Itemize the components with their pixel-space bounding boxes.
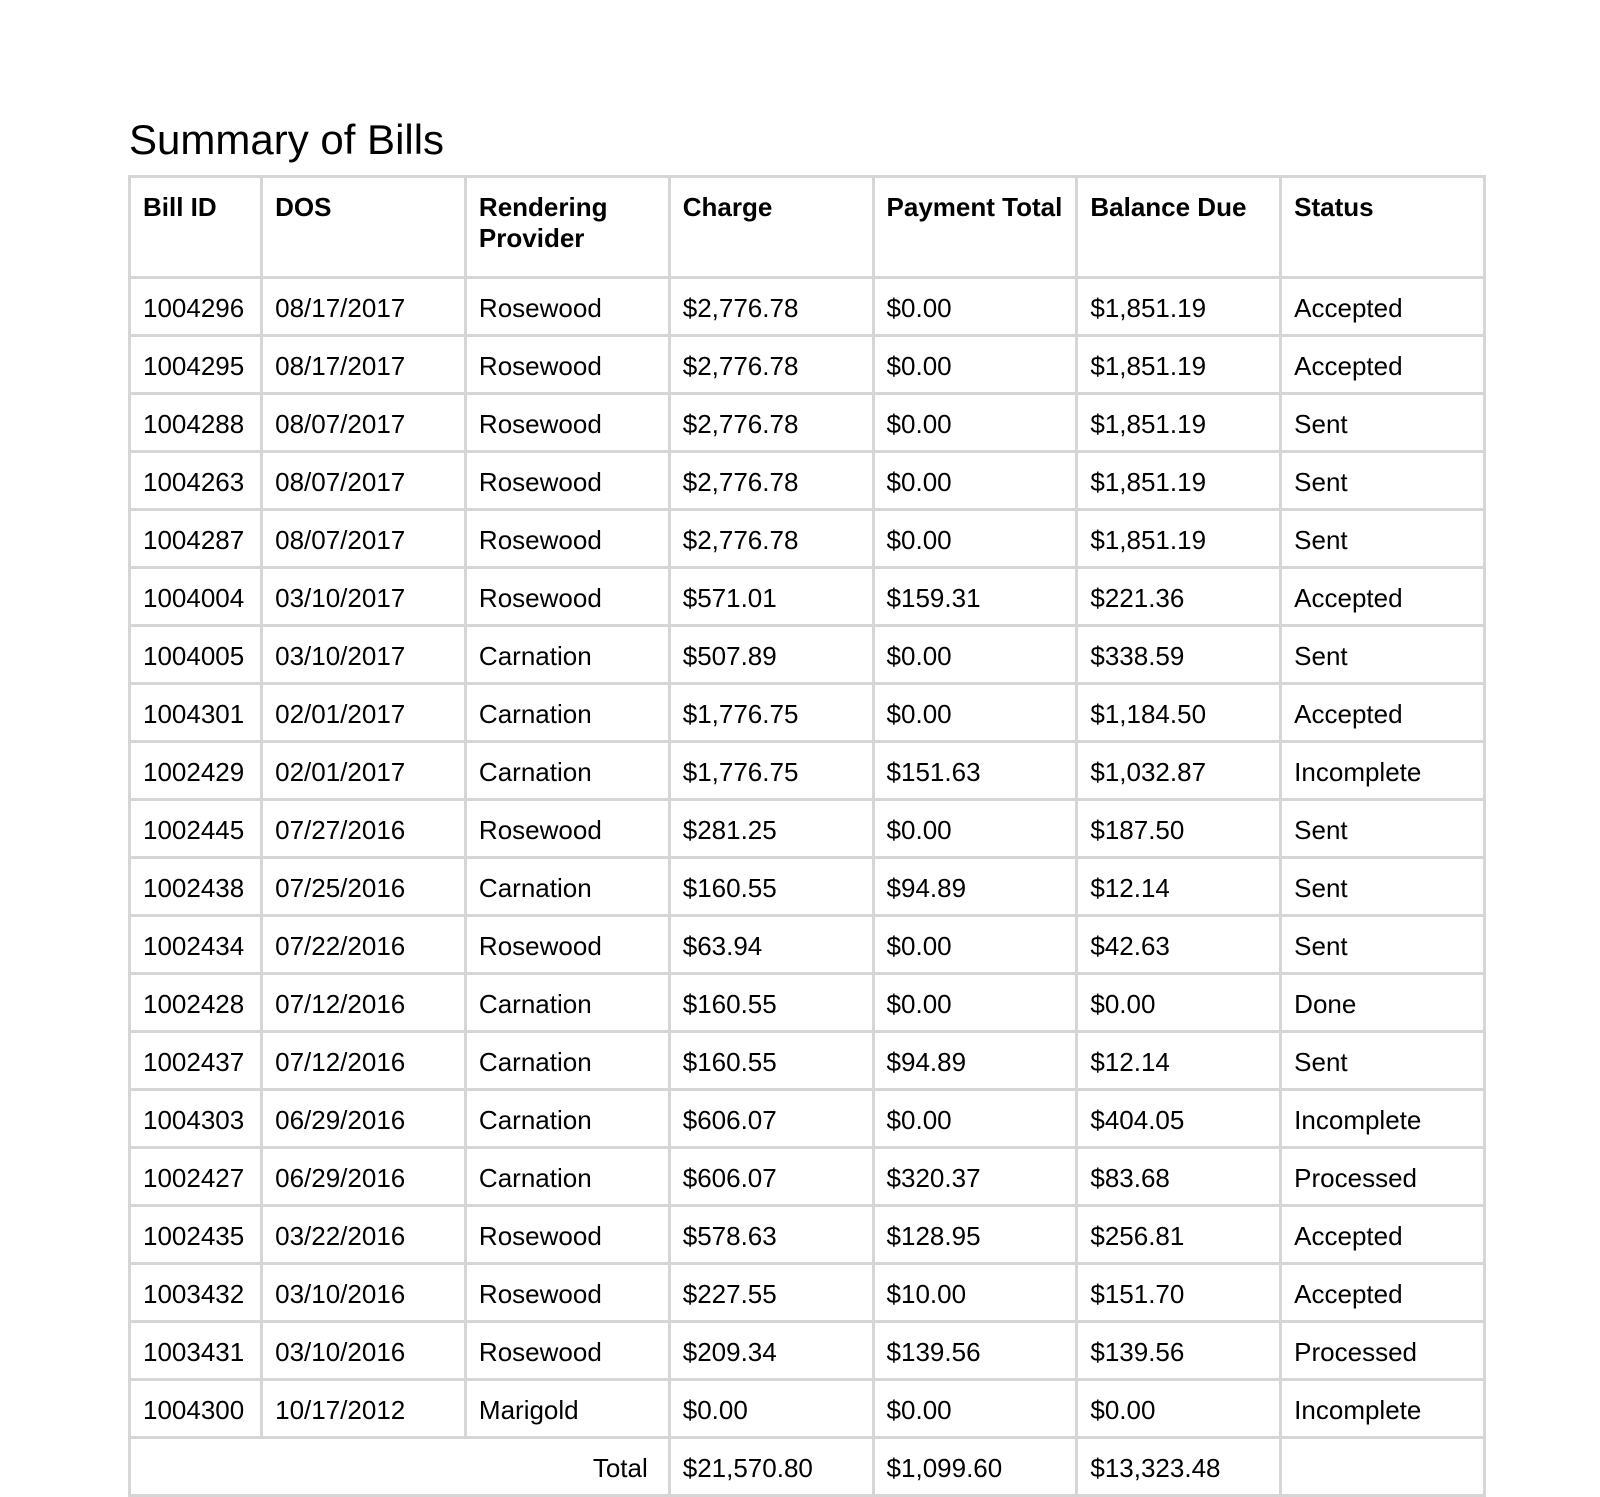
table-row	[130, 1322, 1485, 1380]
balance-due-cell: $12.14	[1077, 1032, 1281, 1090]
rendering-provider-cell: Rosewood	[465, 278, 669, 336]
rendering-provider-cell: Rosewood	[465, 1322, 669, 1380]
table-row	[130, 1090, 1485, 1148]
payment-total-cell: $0.00	[873, 394, 1077, 452]
dos-cell: 08/17/2017	[262, 336, 466, 394]
status-cell: Incomplete	[1281, 1090, 1485, 1148]
payment-total-cell: $0.00	[873, 684, 1077, 742]
balance-due-cell: $12.14	[1077, 858, 1281, 916]
charge-cell: $2,776.78	[669, 452, 873, 510]
rendering-provider-cell: Carnation	[465, 684, 669, 742]
charge-cell: $606.07	[669, 1090, 873, 1148]
column-header-bill-id: Bill ID	[130, 177, 262, 278]
balance-due-cell: $221.36	[1077, 568, 1281, 626]
dos-cell: 03/10/2017	[262, 626, 466, 684]
rendering-provider-cell: Rosewood	[465, 916, 669, 974]
dos-cell: 07/25/2016	[262, 858, 466, 916]
page-title: Summary of Bills	[129, 116, 445, 163]
bill-id-cell: 1002427	[130, 1148, 262, 1206]
payment-total-cell: $0.00	[873, 974, 1077, 1032]
rendering-provider-cell: Carnation	[465, 1148, 669, 1206]
rendering-provider-cell: Rosewood	[465, 568, 669, 626]
balance-due-cell: $42.63	[1077, 916, 1281, 974]
payment-total-cell: $320.37	[873, 1148, 1077, 1206]
rendering-provider-cell: Rosewood	[465, 336, 669, 394]
dos-cell: 08/07/2017	[262, 394, 466, 452]
total-row	[130, 1438, 1485, 1496]
table-row	[130, 278, 1485, 336]
rendering-provider-cell: Rosewood	[465, 510, 669, 568]
bill-id-cell: 1002428	[130, 974, 262, 1032]
status-cell: Sent	[1281, 916, 1485, 974]
bill-id-cell: 1003432	[130, 1264, 262, 1322]
charge-cell: $227.55	[669, 1264, 873, 1322]
balance-due-cell: $1,184.50	[1077, 684, 1281, 742]
total-label: Total	[130, 1438, 670, 1496]
charge-cell: $0.00	[669, 1380, 873, 1438]
status-cell: Incomplete	[1281, 742, 1485, 800]
total-charge: $21,570.80	[669, 1438, 873, 1496]
rendering-provider-cell: Marigold	[465, 1380, 669, 1438]
dos-cell: 02/01/2017	[262, 684, 466, 742]
bill-id-cell: 1004303	[130, 1090, 262, 1148]
status-cell: Sent	[1281, 452, 1485, 510]
status-cell: Processed	[1281, 1148, 1485, 1206]
table-row	[130, 916, 1485, 974]
payment-total-cell: $151.63	[873, 742, 1077, 800]
dos-cell: 08/17/2017	[262, 278, 466, 336]
balance-due-cell: $1,851.19	[1077, 394, 1281, 452]
rendering-provider-cell: Carnation	[465, 858, 669, 916]
balance-due-cell: $151.70	[1077, 1264, 1281, 1322]
status-cell: Sent	[1281, 858, 1485, 916]
header-row	[130, 177, 1485, 278]
bill-id-cell: 1002445	[130, 800, 262, 858]
status-cell: Accepted	[1281, 278, 1485, 336]
charge-cell: $578.63	[669, 1206, 873, 1264]
rendering-provider-cell: Rosewood	[465, 394, 669, 452]
column-header-dos: DOS	[262, 177, 466, 278]
payment-total-cell: $0.00	[873, 1380, 1077, 1438]
bill-id-cell: 1002437	[130, 1032, 262, 1090]
status-cell: Incomplete	[1281, 1380, 1485, 1438]
bill-id-cell: 1004263	[130, 452, 262, 510]
rendering-provider-cell: Carnation	[465, 1090, 669, 1148]
dos-cell: 08/07/2017	[262, 510, 466, 568]
column-header-status: Status	[1281, 177, 1485, 278]
bills-table	[128, 175, 1486, 1497]
bill-id-cell: 1004287	[130, 510, 262, 568]
payment-total-cell: $0.00	[873, 452, 1077, 510]
payment-total-cell: $128.95	[873, 1206, 1077, 1264]
bill-id-cell: 1004004	[130, 568, 262, 626]
column-header-payment-total: Payment Total	[873, 177, 1077, 278]
total-payment: $1,099.60	[873, 1438, 1077, 1496]
rendering-provider-cell: Rosewood	[465, 452, 669, 510]
bill-id-cell: 1004300	[130, 1380, 262, 1438]
dos-cell: 10/17/2012	[262, 1380, 466, 1438]
charge-cell: $209.34	[669, 1322, 873, 1380]
column-header-balance-due: Balance Due	[1077, 177, 1281, 278]
dos-cell: 07/12/2016	[262, 1032, 466, 1090]
balance-due-cell: $0.00	[1077, 1380, 1281, 1438]
table-row	[130, 626, 1485, 684]
status-cell: Accepted	[1281, 568, 1485, 626]
balance-due-cell: $1,851.19	[1077, 278, 1281, 336]
rendering-provider-cell: Rosewood	[465, 800, 669, 858]
table-row	[130, 452, 1485, 510]
status-cell: Accepted	[1281, 684, 1485, 742]
status-cell: Sent	[1281, 394, 1485, 452]
table-row	[130, 1380, 1485, 1438]
bill-id-cell: 1004288	[130, 394, 262, 452]
dos-cell: 03/10/2017	[262, 568, 466, 626]
charge-cell: $2,776.78	[669, 336, 873, 394]
dos-cell: 07/27/2016	[262, 800, 466, 858]
status-cell: Processed	[1281, 1322, 1485, 1380]
payment-total-cell: $94.89	[873, 1032, 1077, 1090]
charge-cell: $507.89	[669, 626, 873, 684]
balance-due-cell: $187.50	[1077, 800, 1281, 858]
balance-due-cell: $83.68	[1077, 1148, 1281, 1206]
payment-total-cell: $0.00	[873, 1090, 1077, 1148]
status-cell: Sent	[1281, 800, 1485, 858]
payment-total-cell: $139.56	[873, 1322, 1077, 1380]
bill-id-cell: 1003431	[130, 1322, 262, 1380]
table-row	[130, 1032, 1485, 1090]
rendering-provider-cell: Carnation	[465, 1032, 669, 1090]
dos-cell: 07/22/2016	[262, 916, 466, 974]
status-cell: Done	[1281, 974, 1485, 1032]
table-row	[130, 1206, 1485, 1264]
charge-cell: $160.55	[669, 974, 873, 1032]
bill-id-cell: 1002429	[130, 742, 262, 800]
charge-cell: $160.55	[669, 858, 873, 916]
balance-due-cell: $1,851.19	[1077, 510, 1281, 568]
charge-cell: $63.94	[669, 916, 873, 974]
bill-id-cell: 1002438	[130, 858, 262, 916]
dos-cell: 02/01/2017	[262, 742, 466, 800]
total-status	[1281, 1438, 1485, 1496]
table-row	[130, 510, 1485, 568]
bill-id-cell: 1002435	[130, 1206, 262, 1264]
table-row	[130, 1264, 1485, 1322]
bill-id-cell: 1004005	[130, 626, 262, 684]
payment-total-cell: $0.00	[873, 278, 1077, 336]
rendering-provider-cell: Rosewood	[465, 1206, 669, 1264]
status-cell: Sent	[1281, 626, 1485, 684]
balance-due-cell: $1,851.19	[1077, 336, 1281, 394]
rendering-provider-cell: Carnation	[465, 974, 669, 1032]
rendering-provider-cell: Rosewood	[465, 1264, 669, 1322]
status-cell: Accepted	[1281, 336, 1485, 394]
balance-due-cell: $0.00	[1077, 974, 1281, 1032]
payment-total-cell: $94.89	[873, 858, 1077, 916]
balance-due-cell: $1,851.19	[1077, 452, 1281, 510]
payment-total-cell: $0.00	[873, 800, 1077, 858]
table-row	[130, 1148, 1485, 1206]
payment-total-cell: $0.00	[873, 626, 1077, 684]
table-row	[130, 800, 1485, 858]
table-row	[130, 568, 1485, 626]
dos-cell: 07/12/2016	[262, 974, 466, 1032]
bill-rows	[130, 278, 1485, 1438]
balance-due-cell: $404.05	[1077, 1090, 1281, 1148]
payment-total-cell: $0.00	[873, 916, 1077, 974]
total-balance-due: $13,323.48	[1077, 1438, 1281, 1496]
status-cell: Sent	[1281, 1032, 1485, 1090]
dos-cell: 03/22/2016	[262, 1206, 466, 1264]
dos-cell: 03/10/2016	[262, 1264, 466, 1322]
table-row	[130, 858, 1485, 916]
charge-cell: $1,776.75	[669, 742, 873, 800]
column-header-rendering-provider: Rendering Provider	[465, 177, 669, 278]
dos-cell: 06/29/2016	[262, 1148, 466, 1206]
charge-cell: $2,776.78	[669, 394, 873, 452]
dos-cell: 06/29/2016	[262, 1090, 466, 1148]
payment-total-cell: $159.31	[873, 568, 1077, 626]
bill-id-cell: 1002434	[130, 916, 262, 974]
bill-id-cell: 1004301	[130, 684, 262, 742]
payment-total-cell: $0.00	[873, 336, 1077, 394]
table-row	[130, 394, 1485, 452]
charge-cell: $2,776.78	[669, 510, 873, 568]
charge-cell: $281.25	[669, 800, 873, 858]
bill-id-cell: 1004296	[130, 278, 262, 336]
status-cell: Sent	[1281, 510, 1485, 568]
payment-total-cell: $0.00	[873, 510, 1077, 568]
status-cell: Accepted	[1281, 1264, 1485, 1322]
bill-id-cell: 1004295	[130, 336, 262, 394]
status-cell: Accepted	[1281, 1206, 1485, 1264]
charge-cell: $160.55	[669, 1032, 873, 1090]
charge-cell: $571.01	[669, 568, 873, 626]
column-header-charge: Charge	[669, 177, 873, 278]
rendering-provider-cell: Carnation	[465, 626, 669, 684]
balance-due-cell: $338.59	[1077, 626, 1281, 684]
charge-cell: $2,776.78	[669, 278, 873, 336]
table-row	[130, 684, 1485, 742]
payment-total-cell: $10.00	[873, 1264, 1077, 1322]
charge-cell: $606.07	[669, 1148, 873, 1206]
table-row	[130, 974, 1485, 1032]
table-row	[130, 336, 1485, 394]
rendering-provider-cell: Carnation	[465, 742, 669, 800]
balance-due-cell: $1,032.87	[1077, 742, 1281, 800]
balance-due-cell: $139.56	[1077, 1322, 1281, 1380]
table-row	[130, 742, 1485, 800]
balance-due-cell: $256.81	[1077, 1206, 1281, 1264]
dos-cell: 03/10/2016	[262, 1322, 466, 1380]
charge-cell: $1,776.75	[669, 684, 873, 742]
dos-cell: 08/07/2017	[262, 452, 466, 510]
